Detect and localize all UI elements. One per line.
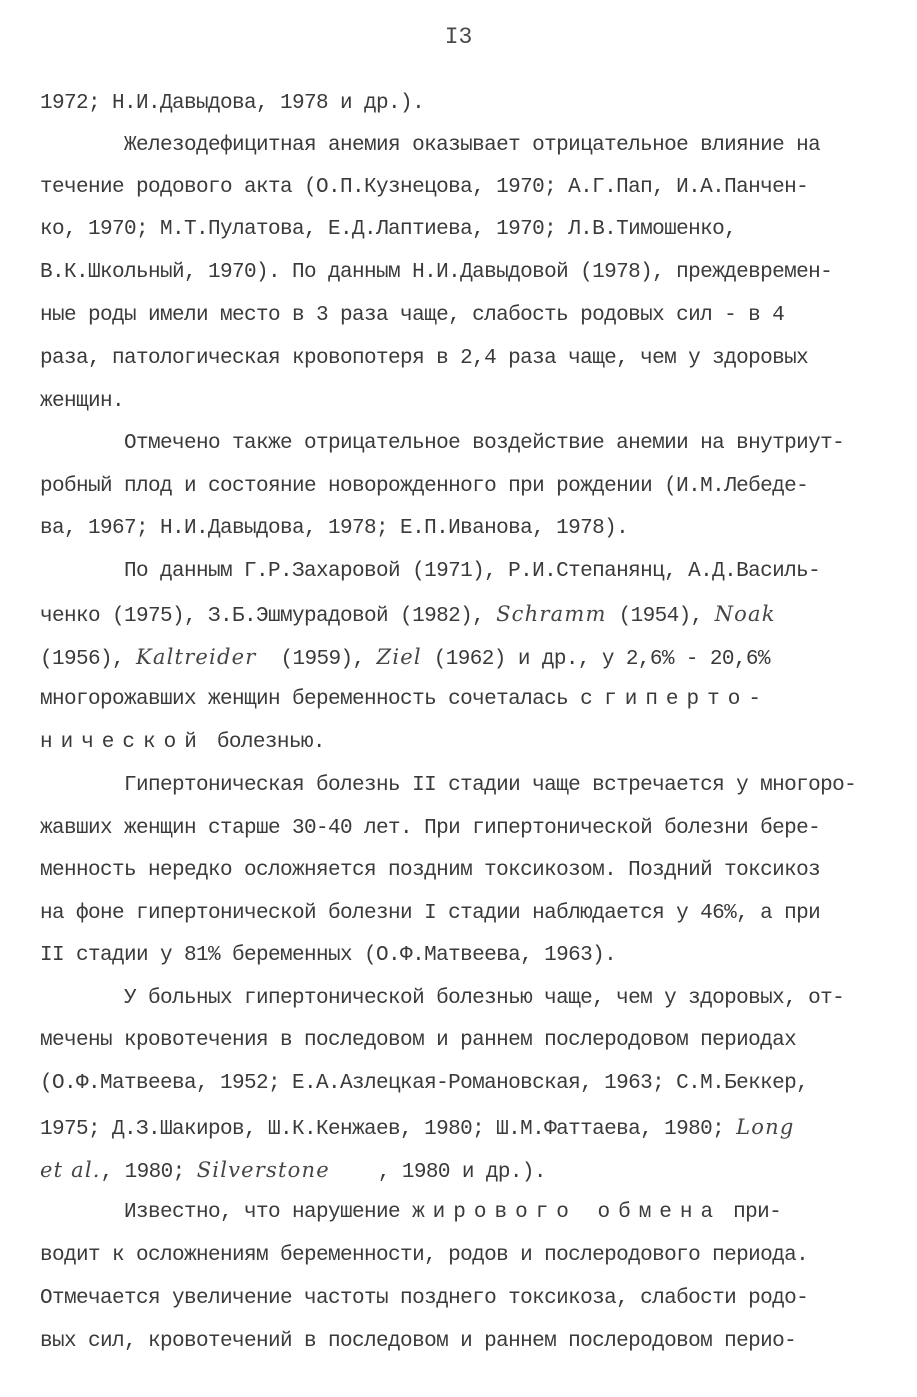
text-line-28: водит к осложнениям беременности, родов и послеродового периода. xyxy=(40,1244,809,1267)
text-line-27: Известно, что нарушение жирового обмена при- xyxy=(40,1201,782,1224)
text-line-26: et al., 1980; Silverstone , 1980 и др.). xyxy=(40,1158,546,1184)
text-line-1: 1972; Н.И.Давыдова, 1978 и др.). xyxy=(40,92,425,115)
text-line-8: женщин. xyxy=(40,390,125,413)
text-line-23: мечены кровотечения в последовом и раннем послеродовом периодах xyxy=(40,1029,797,1052)
text-line-19: менность нередко осложняется поздним токсикозом. Поздний токсикоз xyxy=(40,859,821,882)
handwritten-name: Schramm xyxy=(496,602,607,626)
page-number: I3 xyxy=(444,24,473,50)
text-line-2: Железодефицитная анемия оказывает отрицательное влияние на xyxy=(40,134,821,157)
text-line-22: У больных гипертонической болезнью чаще, чем у здоровых, от- xyxy=(40,987,845,1010)
text-line-12: По данным Г.Р.Захаровой (1971), Р.И.Степанянц, А.Д.Василь- xyxy=(40,560,821,583)
text-line-3: течение родового акта (О.П.Кузнецова, 1970; А.Г.Пап, И.А.Панчен- xyxy=(40,176,809,199)
text-line-29: Отмечается увеличение частоты позднего токсикоза, слабости родо- xyxy=(40,1287,809,1310)
handwritten-name: Ziel xyxy=(376,645,422,669)
text-line-25: 1975; Д.З.Шакиров, Ш.К.Кенжаев, 1980; Ш.М.Фаттаева, 1980; Long xyxy=(40,1115,795,1141)
text-line-7: раза, патологическая кровопотеря в 2,4 раза чаще, чем у здоровых xyxy=(40,347,809,370)
text-line-9: Отмечено также отрицательное воздействие анемии на внутриут- xyxy=(40,432,845,455)
spaced-emphasis: гиперто- xyxy=(604,688,769,711)
handwritten-name: Silverstone xyxy=(196,1158,330,1182)
text-line-17: Гипертоническая болезнь II стадии чаще встречается у многоро- xyxy=(40,774,857,797)
handwritten-name: Long xyxy=(736,1115,795,1139)
handwritten-name: et al. xyxy=(40,1158,101,1182)
text-line-14: (1956), Kaltreider (1959), Ziel (1962) и др., у 2,6% - 20,6% xyxy=(40,645,770,671)
text-line-6: ные роды имели место в 3 раза чаще, слабость родовых сил - в 4 xyxy=(40,304,785,327)
text-line-24: (О.Ф.Матвеева, 1952; Е.А.Азлецкая-Романовская, 1963; С.М.Беккер, xyxy=(40,1072,809,1095)
text-line-13: ченко (1975), З.Б.Эшмурадовой (1982), Schramm (1954), Noak xyxy=(40,602,776,628)
text-line-30: вых сил, кровотечений в последовом и раннем послеродовом перио- xyxy=(40,1330,797,1353)
text-line-15: многорожавших женщин беременность сочеталась с гиперто- xyxy=(40,688,769,711)
text-line-5: В.К.Школьный, 1970). По данным Н.И.Давыдовой (1978), преждевремен- xyxy=(40,261,833,284)
text-line-21: II стадии у 81% беременных (О.Ф.Матвеева, 1963). xyxy=(40,944,617,967)
text-line-4: ко, 1970; М.Т.Пулатова, Е.Д.Лаптиева, 1970; Л.В.Тимошенко, xyxy=(40,218,737,241)
spaced-emphasis: жирового обмена xyxy=(412,1201,722,1224)
spaced-emphasis: нической xyxy=(40,731,205,754)
handwritten-name: Noak xyxy=(714,602,776,626)
text-line-11: ва, 1967; Н.И.Давыдова, 1978; Е.П.Иванова, 1978). xyxy=(40,517,629,540)
text-line-10: робный плод и состояние новорожденного при рождении (И.М.Лебеде- xyxy=(40,475,809,498)
handwritten-name: Kaltreider xyxy=(136,645,257,669)
text-line-16: нической болезнью. xyxy=(40,731,325,754)
text-line-20: на фоне гипертонической болезни I стадии наблюдается у 46%, а при xyxy=(40,902,821,925)
text-line-18: жавших женщин старше 30-40 лет. При гипертонической болезни бере- xyxy=(40,817,821,840)
